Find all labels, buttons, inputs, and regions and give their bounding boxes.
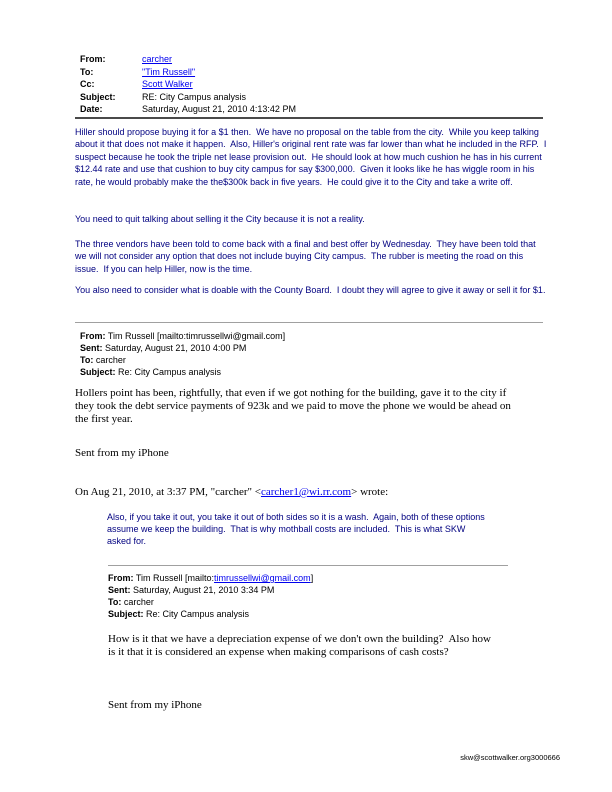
from-link[interactable]: carcher: [142, 54, 173, 64]
header-row-cc: [80, 78, 296, 91]
subject-label: Subject:: [80, 91, 116, 102]
from-value: Tim Russell [mailto:timrussellwi@gmail.com]: [105, 331, 286, 341]
email2-to-row: [80, 354, 285, 366]
sent-label: Sent:: [80, 343, 103, 353]
email1-paragraph-4: You also need to consider what is doable with the County Board. I doubt they will agree to give it away or sell it for $1.: [75, 285, 546, 295]
email1-paragraph-2: You need to quit talking about selling it the City because it is not a reality.: [75, 214, 365, 224]
email2-sent-row: [80, 342, 285, 354]
from-label: From:: [80, 54, 106, 64]
header-row-to: [80, 66, 296, 79]
email2-from-row: [80, 330, 285, 342]
from-label: From:: [108, 573, 134, 583]
to-label: To:: [80, 355, 94, 365]
intro-suffix: > wrote:: [351, 486, 389, 498]
email4-subject-row: [108, 608, 313, 620]
cc-label: Cc:: [80, 79, 95, 89]
to-label: To:: [108, 597, 122, 607]
email1-header-block: [80, 53, 296, 116]
gmail-link[interactable]: timrussellwi@gmail.com: [214, 573, 311, 583]
email2-signature: Sent from my iPhone: [75, 447, 169, 459]
email3-intro-line: [75, 486, 545, 498]
from-prefix: Tim Russell [mailto:: [133, 573, 215, 583]
subject-value: Re: City Campus analysis: [143, 609, 250, 619]
from-label: From:: [80, 331, 106, 341]
to-link[interactable]: "Tim Russell": [142, 66, 196, 77]
intro-prefix: On Aug 21, 2010, at 3:37 PM, "carcher" <: [75, 486, 261, 498]
inner-quoted-email-divider: [108, 565, 508, 566]
date-label: Date:: [80, 104, 103, 114]
quoted-email-divider: [75, 322, 543, 323]
footer-bates-line: skw@scottwalker.org3000666: [460, 753, 560, 762]
to-value: carcher: [121, 597, 154, 607]
sent-value: Saturday, August 21, 2010 4:00 PM: [102, 343, 247, 353]
sent-label: Sent:: [108, 585, 131, 595]
header-divider: [75, 117, 543, 119]
subject-label: Subject:: [80, 367, 116, 377]
email2-body: Hollers point has been, rightfully, that even if we got nothing for the building, gave it to the city if they took the debt service payments of 923k and we paid to move the phone we would be ahead on the first year.: [75, 387, 514, 425]
from-suffix: ]: [310, 573, 314, 583]
subject-value: RE: City Campus analysis: [142, 91, 247, 102]
to-label: To:: [80, 66, 94, 77]
email2-header-block: [80, 330, 285, 378]
email4-header-block: [108, 572, 313, 620]
email2-subject-row: [80, 366, 285, 378]
sent-value: Saturday, August 21, 2010 3:34 PM: [130, 585, 275, 595]
subject-value: Re: City Campus analysis: [115, 367, 222, 377]
date-value: Saturday, August 21, 2010 4:13:42 PM: [142, 104, 296, 114]
email4-sent-row: [108, 584, 313, 596]
to-value: carcher: [93, 355, 126, 365]
email4-signature: Sent from my iPhone: [108, 699, 202, 711]
header-row-date: [80, 103, 296, 116]
email4-from-row: [108, 572, 313, 584]
email1-paragraph-1: Hiller should propose buying it for a $1 then. We have no proposal on the table from the city. While you keep talking about it that does not make it happen. Also, Hiller's original rent rate was far lower than what he included in the RFP. I suspect because he took the triple net lease provision out. He should look at how much cushion he has in his current $12.44 rate and use that cushion to buy city campus for say $300,000. Given it looks like he has wiggle room in his rate, he would probably make the the$300k back in five years. He could give it to the City and take a write off.: [75, 127, 549, 187]
email4-body: How is it that we have a depreciation expense of we don't own the building? Also how is it that it is considered an expense when making comparisons of cash costs?: [108, 633, 494, 658]
header-row-subject: [80, 91, 296, 104]
email4-to-row: [108, 596, 313, 608]
email3-quote: Also, if you take it out, you take it out of both sides so it is a wash. Again, both of these options assume we keep the building. That is why mothball costs are included. This is what SKW asked for.: [107, 512, 488, 546]
subject-label: Subject:: [108, 609, 144, 619]
cc-link[interactable]: Scott Walker: [142, 79, 193, 89]
header-row-from: [80, 53, 296, 66]
carcher-email-link[interactable]: carcher1@wi.rr.com: [260, 486, 352, 498]
email1-paragraph-3: The three vendors have been told to come back with a final and best offer by Wednesday. They have been told that we will not consider any option that does not include buying City campus. The rubber is meeting the road on this issue. If you can help Hiller, now is the time.: [75, 239, 539, 274]
